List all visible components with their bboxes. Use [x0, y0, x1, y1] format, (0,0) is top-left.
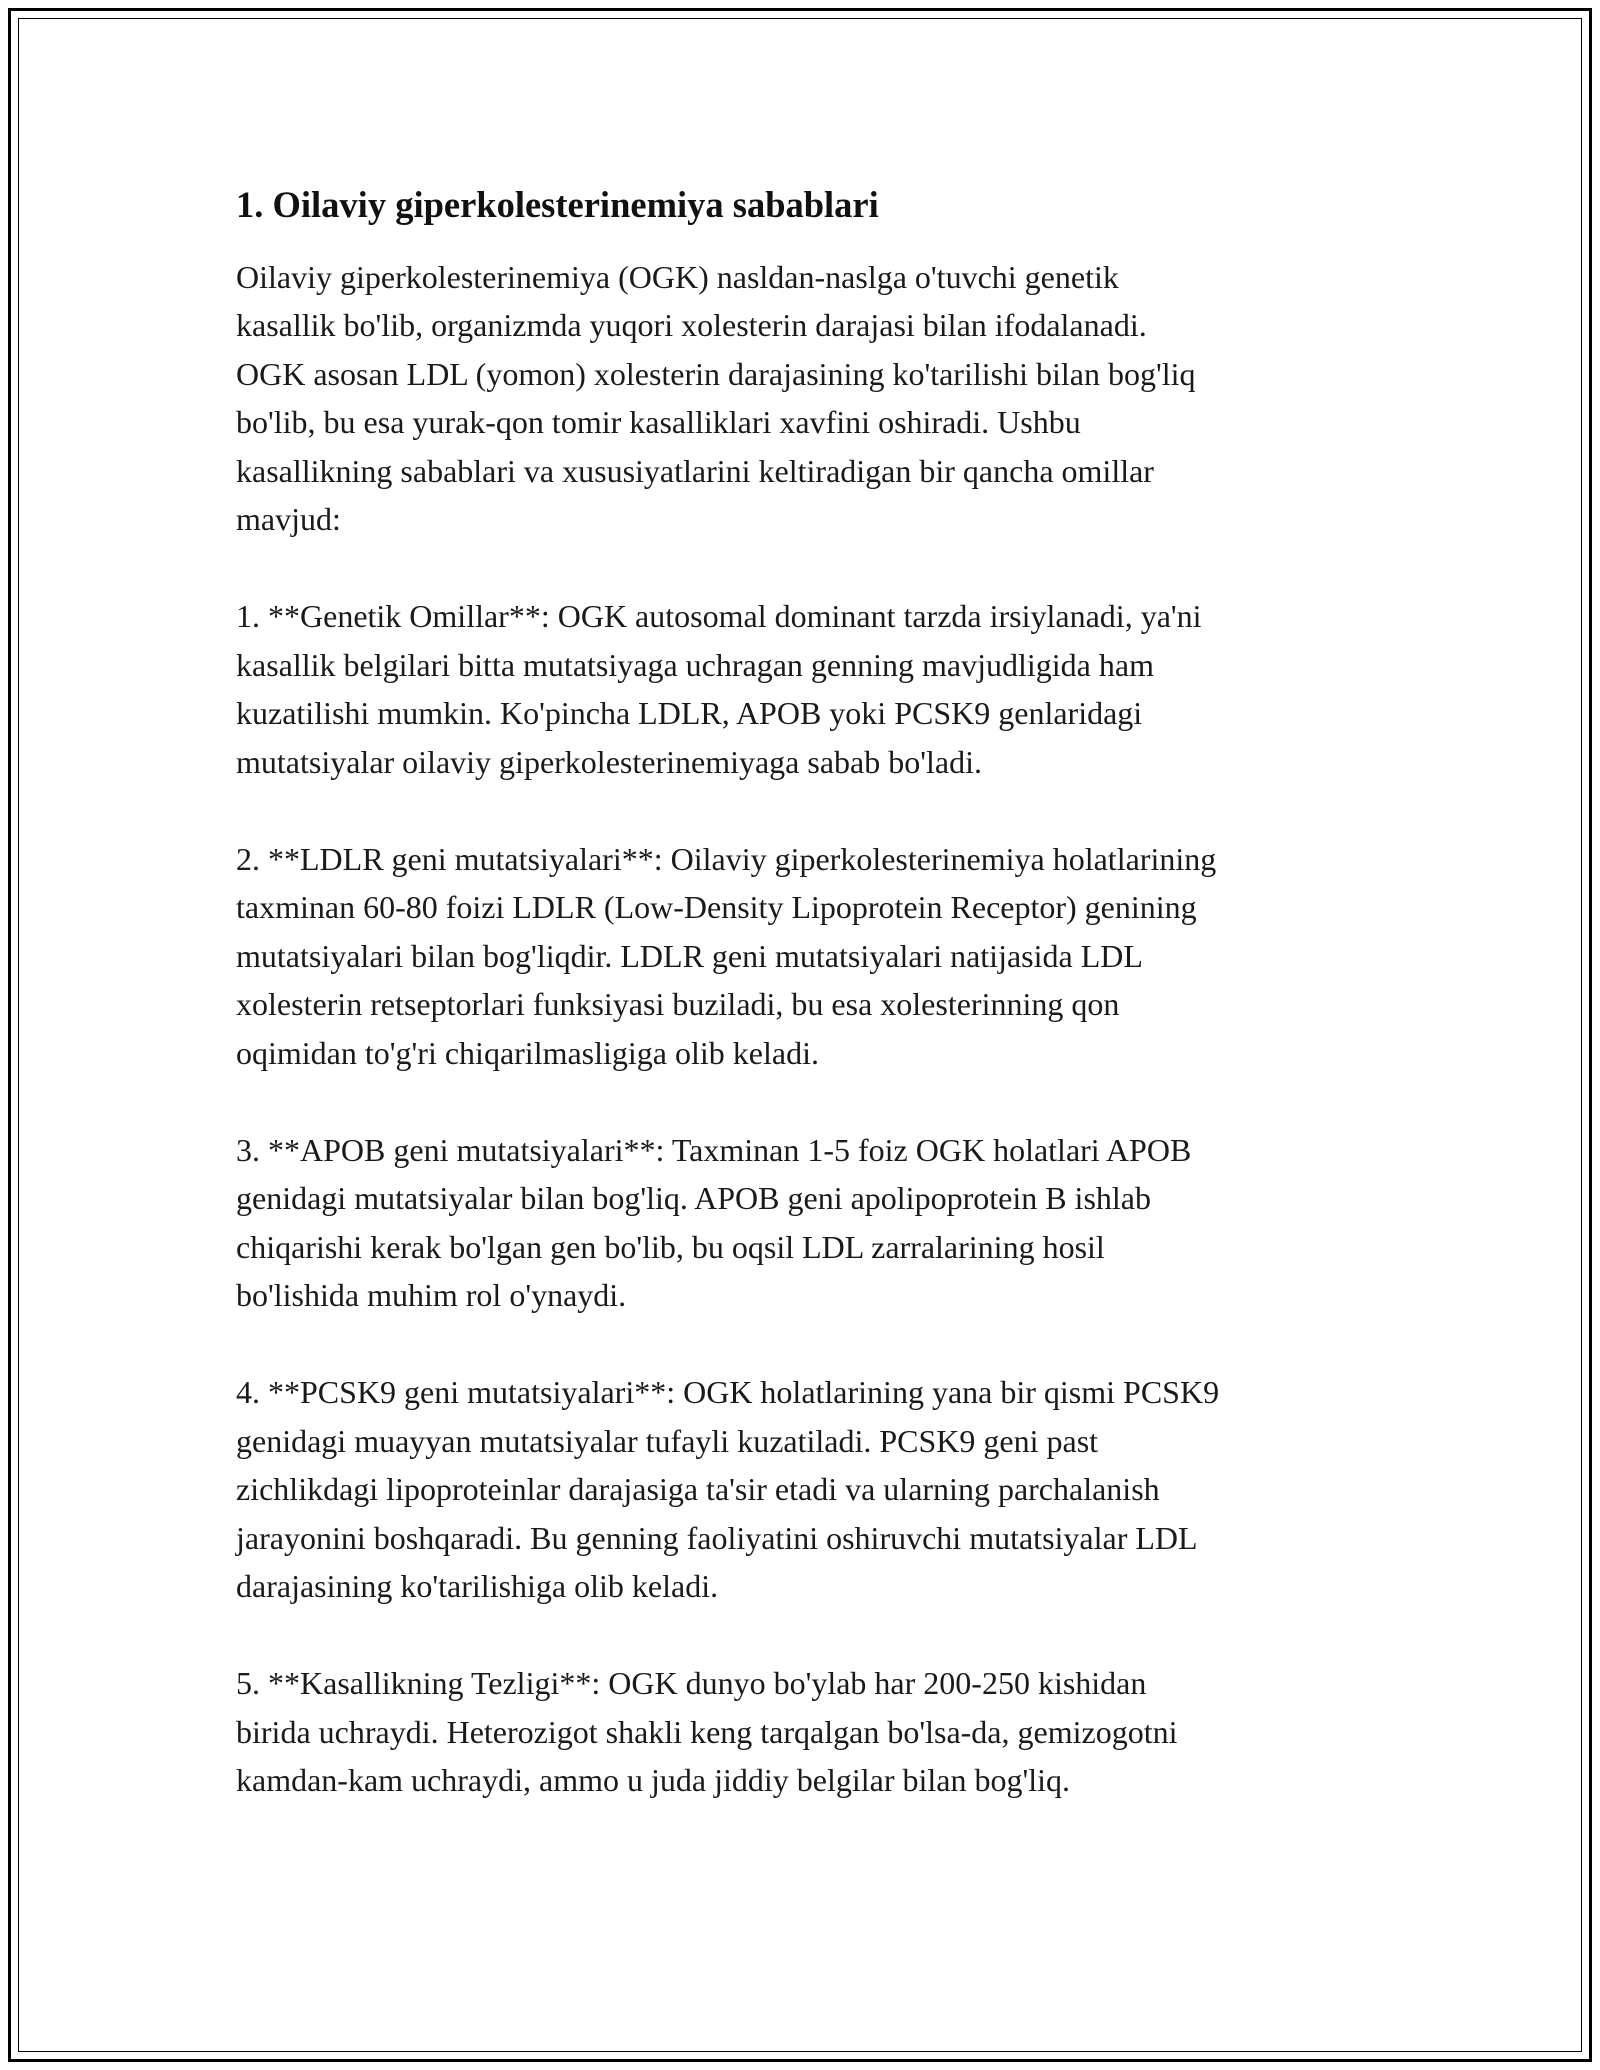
list-item-genetic-factors: 1. **Genetik Omillar**: OGK autosomal dominant tarzda irsiylanadi, ya'ni kasallik belgilari bitta mutatsiyaga uchragan genning mavjudligida ham kuzatilishi mumkin. Ko'pincha LDLR, APOB yoki PCSK9 genlaridagi mutatsiyalar oilaviy giperkolesterinemiyaga sabab bo'ladi.: [236, 598, 1202, 780]
list-item-pcsk9-mutations: 4. **PCSK9 geni mutatsiyalari**: OGK holatlarining yana bir qismi PCSK9 genidagi muayyan mutatsiyalar tufayli kuzatiladi. PCSK9 geni past zichlikdagi lipoproteinlar darajasiga ta'sir etadi va ularning parchalanish jarayonini boshqaradi. Bu genning faoliyatini oshiruvchi mutatsiyalar LDL darajasining ko'tarilishiga olib keladi.: [236, 1374, 1220, 1605]
list-item-apob-mutations: 3. **APOB geni mutatsiyalari**: Taxminan 1-5 foiz OGK holatlari APOB genidagi mutatsiyalar bilan bog'liq. APOB geni apolipoprotein B ishlab chiqarishi kerak bo'lgan gen bo'lib, bu oqsil LDL zarralarining hosil bo'lishida muhim rol o'ynaydi.: [236, 1131, 1192, 1314]
document-body: [236, 183, 1368, 1853]
intro-paragraph: Oilaviy giperkolesterinemiya (OGK) nasldan-naslga o'tuvchi genetik kasallik bo'lib, organizmda yuqori xolesterin darajasi bilan ifodalanadi. OGK asosan LDL (yomon) xolesterin darajasining ko'tarilishi bilan bog'liq bo'lib, bu esa yurak-qon tomir kasalliklari xavfini oshiradi. Ushbu kasallikning sabablari va xususiyatlarini keltiradigan bir qancha omillar mavjud:: [236, 258, 1196, 538]
list-item-prevalence: 5. **Kasallikning Tezligi**: OGK dunyo bo'ylab har 200-250 kishidan birida uchraydi. Heterozigot shakli keng tarqalgan bo'lsa-da, gemizogotni kamdan-kam uchraydi, ammo u juda jiddiy belgilar bilan bog'liq.: [236, 1665, 1178, 1799]
list-item-ldlr-mutations: 2. **LDLR geni mutatsiyalari**: Oilaviy giperkolesterinemiya holatlarining taxminan 60-80 foizi LDLR (Low-Density Lipoprotein Receptor) genining mutatsiyalari bilan bog'liqdir. LDLR geni mutatsiyalari natijasida LDL xolesterin retseptorlari funksiyasi buziladi, bu esa xolesterinning qon oqimidan to'g'ri chiqarilmasligiga olib keladi.: [236, 840, 1217, 1071]
document-title: 1. Oilaviy giperkolesterinemiya sabablari: [236, 184, 879, 225]
